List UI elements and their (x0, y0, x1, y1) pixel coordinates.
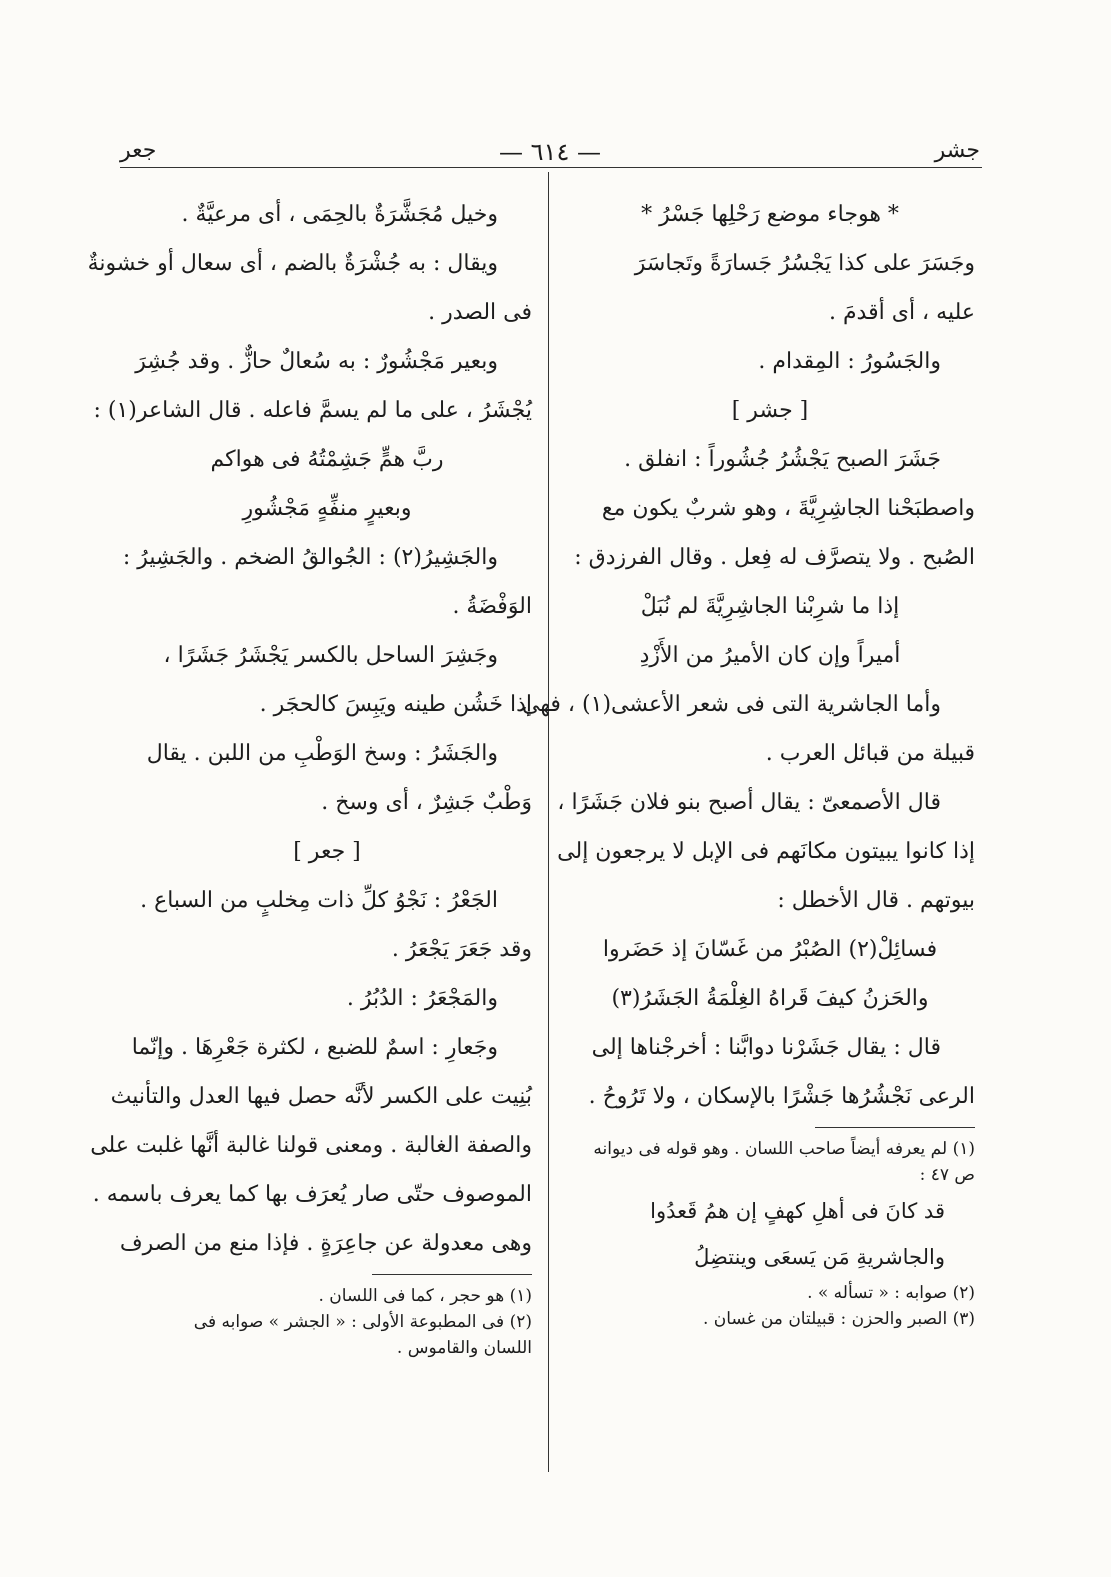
text-line: إذا كانوا يبيتون مكانَهم فى الإبل لا يرجعون إلى (557, 839, 975, 864)
header-left-word: جعر (120, 138, 157, 163)
verse-line: وبعيرٍ منفِّهٍ مَجْشُورِ (242, 496, 412, 521)
text-line: فى الصدر . (428, 300, 532, 325)
text-line: الوَفْضَةُ . (452, 594, 532, 619)
text-line: وبعير مَجْشُورٌ : به سُعالٌ حازٌّ . وقد جُشِرَ (135, 349, 498, 374)
footnote: (٣) الصبر والحزن : قبيلتان من غسان . (702, 1309, 975, 1329)
text-line: والمَجْعَرُ : الدُبُرُ . (346, 986, 498, 1011)
text-line: بيوتهم . قال الأخطل : (777, 888, 975, 913)
text-line: الرعى نَجْشُرُها جَشْرًا بالإسكان ، ولا تَرُوحُ . (588, 1084, 975, 1109)
text-line: قال : يقال جَشَرْنا دوابَّنا : أخرجْناها إلى (591, 1035, 941, 1060)
text-line: الموصوف حتّى صار يُعرَف بها كما يعرف باسمه . (92, 1182, 532, 1207)
right-column (521, 190, 975, 1332)
footnote: (٢) فى المطبوعة الأولى : « الجشر » صوابه فى (193, 1312, 532, 1332)
entry-heading: [ جعر ] (293, 839, 361, 864)
text-line: والجَسُورُ : المِقدام . (758, 349, 941, 374)
text-line: وجَعارِ : اسمٌ للضبع ، لكثرة جَعْرِهَا . وإنّما (131, 1035, 498, 1060)
text-line: والجَشَرُ : وسخ الوَطْبِ من اللبن . يقال (146, 741, 498, 766)
text-line: وخيل مُجَشَّرَةٌ بالحِمَى ، أى مرعيَّةٌ . (181, 202, 498, 227)
entry-heading: [ جشر ] (731, 398, 809, 423)
footnote: (٢) صوابه : « تسأله » . (807, 1283, 975, 1303)
verse-line: فسائِلْ(٢) الصُبْرُ من غَسّانَ إذ حَضَروا (602, 937, 938, 962)
text-line: الصُبح . ولا يتصرَّف له فِعل . وقال الفرزدق : (574, 545, 975, 570)
footnote: اللسان والقاموس . (396, 1338, 532, 1358)
footnote-verse: والجاشريةِ مَن يَسعَى وينتضِلُ (694, 1245, 945, 1269)
text-line: يُجْشَرُ ، على ما لم يسمَّ فاعله . قال الشاعر(١) : (93, 398, 532, 423)
text-line: والجَشِيرُ(٢) : الجُوالقُ الضخم . والجَشِيرُ : (122, 545, 498, 570)
text-line: وقد جَعَرَ يَجْعَرُ . (391, 937, 532, 962)
verse-line: والحَزنُ كيفَ قَراهُ الغِلْمَةُ الجَشَرُ(٣) (611, 986, 929, 1011)
text-line: وهى معدولة عن جاعِرَةٍ . فإذا منع من الصرف (119, 1231, 532, 1256)
page-header (120, 138, 980, 178)
footnote: (١) هو حجر ، كما فى اللسان . (318, 1286, 532, 1306)
text-line: إذا خَشُن طينه ويَبِسَ كالحجَر . (259, 692, 532, 717)
footnote: (١) لم يعرفه أيضاً صاحب اللسان . وهو قوله فى ديوانه (593, 1139, 975, 1159)
text-line: والصفة الغالبة . ومعنى قولنا غالبة أنَّها غلبت على (90, 1133, 532, 1158)
text-line: جَشَرَ الصبح يَجْشُرُ جُشُوراً : انفلق . (624, 447, 941, 472)
text-line: قال الأصمعىّ : يقال أصبح بنو فلان جَشَرًا ، (557, 790, 941, 815)
text-line: ويقال : به جُشْرَةٌ بالضم ، أى سعال أو خشونةٌ (87, 251, 498, 276)
page-number: — ٦١٤ — (499, 138, 601, 166)
text-line: عليه ، أى أقدمَ . (828, 300, 975, 325)
verse-line: ربَّ همٍّ جَشِمْتُهُ فى هواكم (210, 447, 444, 472)
left-column (87, 190, 532, 1361)
text-line: وجَشِرَ الساحل بالكسر يَجْشَرُ جَشَرًا ، (163, 643, 498, 668)
footnote: ص ٤٧ : (919, 1165, 975, 1185)
text-line: واصطبَحْنا الجاشِرِيَّةَ ، وهو شربٌ يكون مع (601, 496, 975, 521)
text-line: الجَعْرُ : نَجْوُ كلِّ ذات مِخلبٍ من السباع . (140, 888, 498, 913)
text-line: وجَسَرَ على كذا يَجْسُرُ جَسارَةً وتَجاسَرَ (634, 251, 975, 276)
header-rule (120, 167, 982, 168)
verse-line: إذا ما شرِبْنا الجاشِرِيَّةَ لم نُبَلْ (640, 594, 900, 619)
column-divider (548, 172, 549, 1472)
text-line: وأما الجاشرية التى فى شعر الأعشى(١) ، فهى (521, 692, 941, 717)
text-line: بُنِيت على الكسر لأنَّه حصل فيها العدل والتأنيث (110, 1084, 532, 1109)
footnote-rule (122, 1274, 532, 1275)
footnote-rule (565, 1127, 975, 1128)
footnote-verse: قد كانَ فى أهلِ كهفٍ إن همُ قَعدُوا (650, 1199, 945, 1223)
text-line: وَطْبٌ جَشِرٌ ، أى وسخ . (321, 790, 532, 815)
verse-line: أميراً وإن كان الأميرُ من الأَزْدِ (639, 643, 901, 668)
header-right-word: جشر (934, 138, 980, 163)
text-line: * هوجاء موضع رَحْلِها جَسْرُ * (641, 202, 899, 227)
text-line: قبيلة من قبائل العرب . (765, 741, 975, 766)
